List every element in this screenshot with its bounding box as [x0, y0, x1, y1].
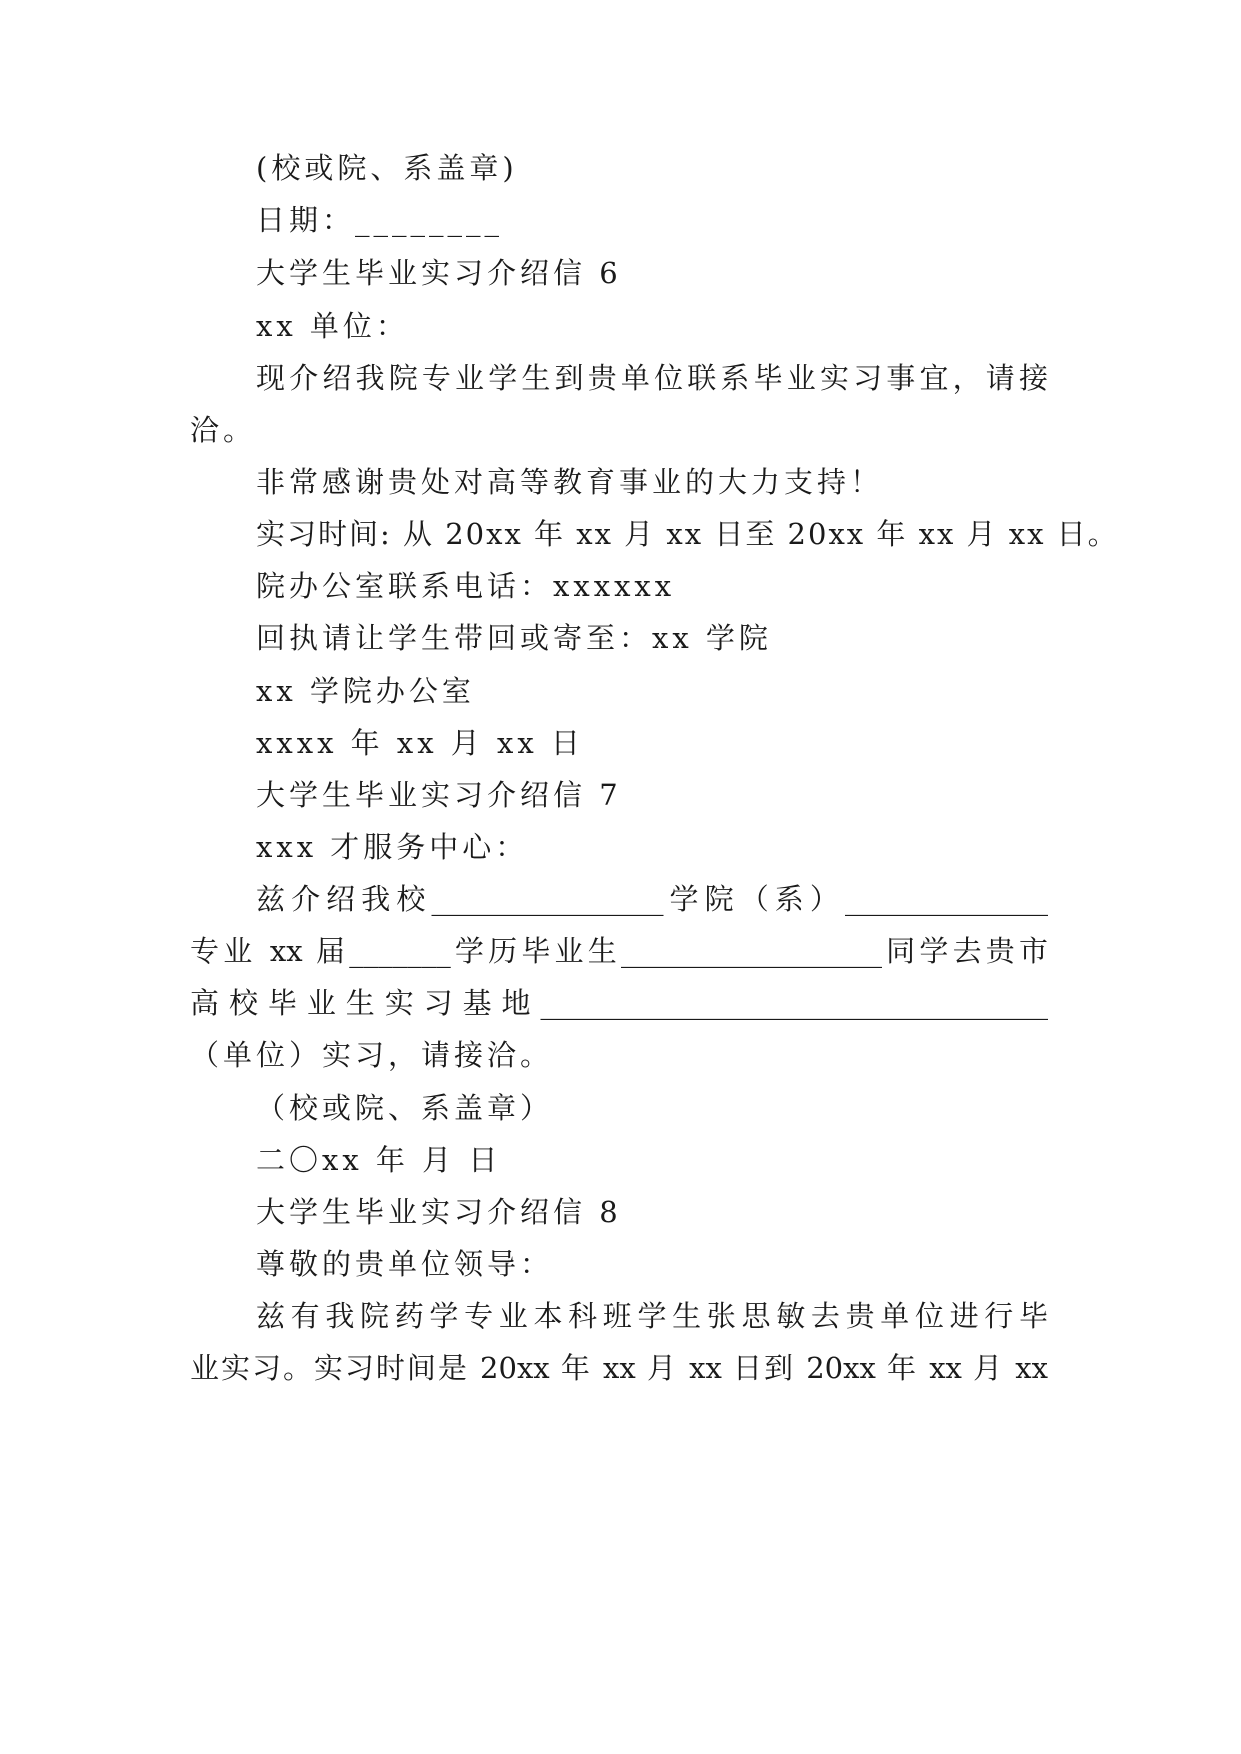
letter-7-body-line-4: （单位）实习，请接洽。 — [190, 1038, 554, 1072]
date-line: 日期：________ — [256, 203, 504, 237]
letter-8-recipient: 尊敬的贵单位领导： — [256, 1247, 554, 1281]
letter-7-body-line-1: 兹介绍我校________________学院（系）______________ — [256, 882, 1048, 916]
letter-6-recipient: xx 单位： — [256, 309, 409, 343]
letter-8-body-line-2: 业实习。实习时间是 20xx 年 xx 月 xx 日到 20xx 年 xx 月 xx — [190, 1351, 1048, 1385]
letter-6-reply: 回执请让学生带回或寄至：xx 学院 — [256, 621, 772, 655]
seal-note: (校或院、系盖章) — [256, 151, 518, 185]
letter-8-body-line-1: 兹有我院药学专业本科班学生张思敏去贵单位进行毕 — [256, 1299, 1048, 1333]
letter-7-date: 二〇xx 年 月 日 — [256, 1143, 502, 1177]
letter-7-recipient: xxx 才服务中心： — [256, 830, 529, 864]
letter-6-title: 大学生毕业实习介绍信 6 — [256, 256, 622, 290]
letter-6-date: xxxx 年 xx 月 xx 日 — [256, 726, 584, 760]
letter-7-body-line-2: 专业 xx 届_______学历毕业生__________________同学去贵市 — [190, 934, 1048, 968]
letter-6-body-line-1: 现介绍我院专业学生到贵单位联系毕业实习事宜，请接 — [256, 361, 1048, 395]
letter-7-title: 大学生毕业实习介绍信 7 — [256, 778, 622, 812]
letter-6-phone: 院办公室联系电话：xxxxxx — [256, 569, 676, 603]
letter-6-period: 实习时间: 从 20xx 年 xx 月 xx 日至 20xx 年 xx 月 xx 日。 — [256, 517, 1119, 551]
letter-6-body-line-2: 洽。 — [190, 413, 257, 447]
letter-7-seal-note: （校或院、系盖章） — [256, 1091, 554, 1125]
letter-7-body-line-3: 高校毕业生实习基地___________________________________ — [190, 986, 1048, 1020]
letter-6-signature: xx 学院办公室 — [256, 674, 475, 708]
letter-6-thanks: 非常感谢贵处对高等教育事业的大力支持！ — [256, 465, 884, 499]
letter-8-title: 大学生毕业实习介绍信 8 — [256, 1195, 622, 1229]
